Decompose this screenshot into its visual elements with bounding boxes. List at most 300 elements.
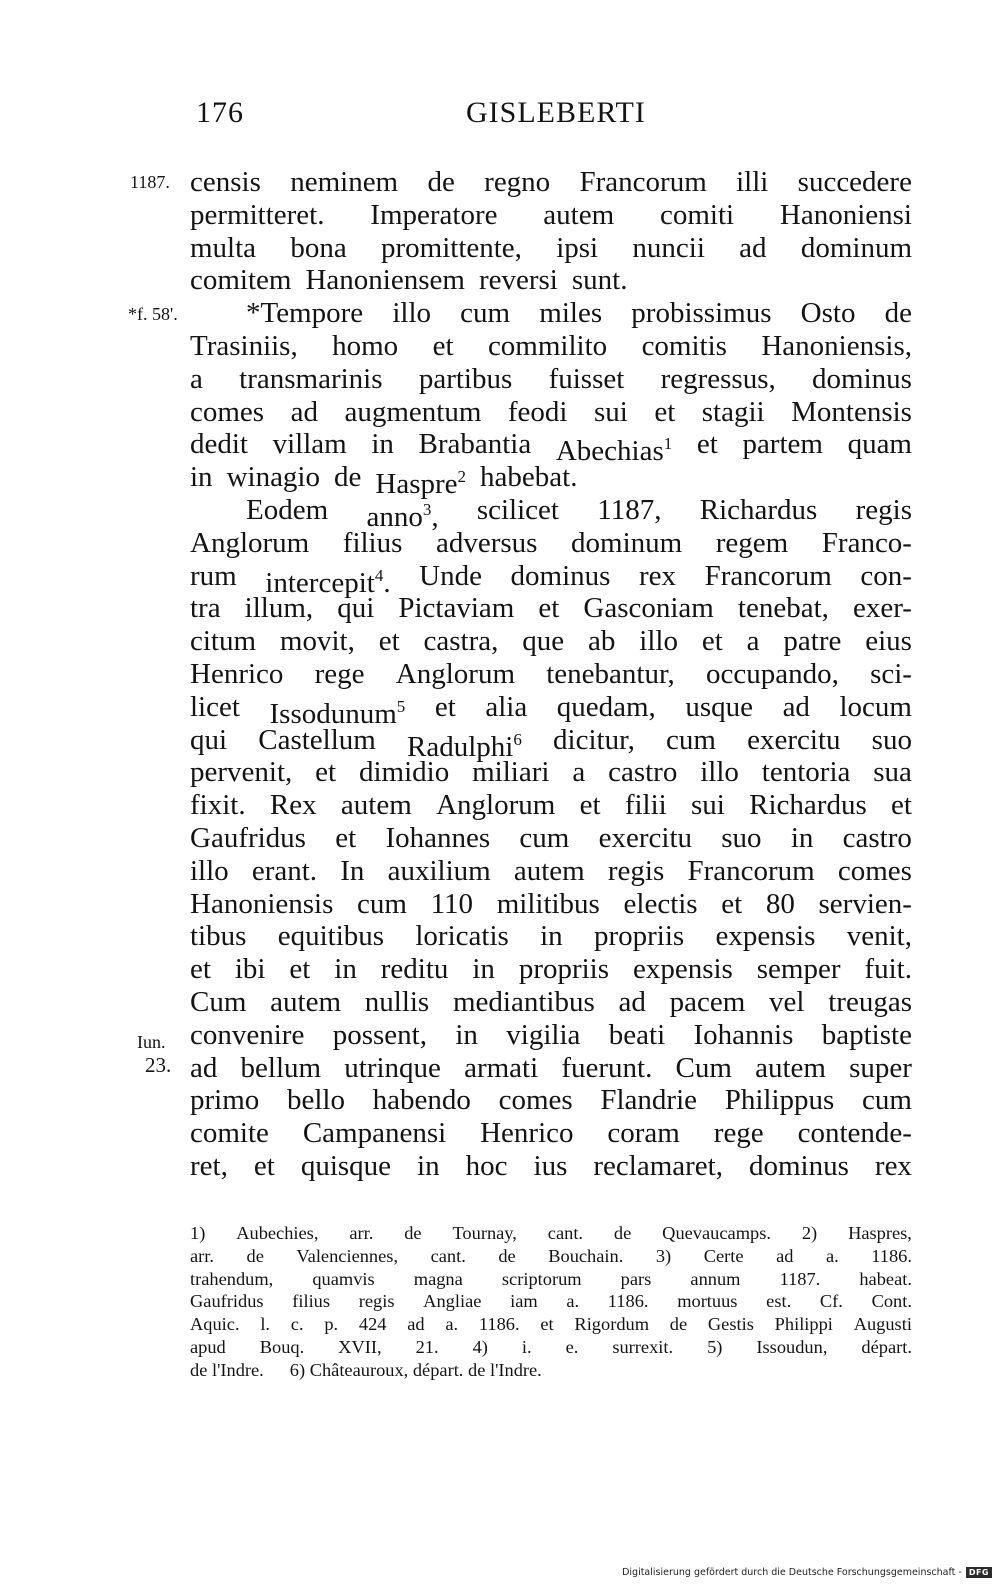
footnote-word: 5): [707, 1336, 723, 1357]
word: quedam,: [556, 690, 656, 723]
word: in: [790, 821, 814, 854]
footnote-word: de l'Indre.: [190, 1359, 264, 1380]
word: electis: [623, 887, 698, 920]
word: de: [334, 461, 362, 494]
word: sua: [873, 756, 912, 789]
footnote-line: [190, 1222, 912, 1245]
footnote-word: 4): [472, 1336, 488, 1357]
word: cum: [519, 821, 570, 854]
text-line: [190, 756, 912, 789]
dfg-logo: DFG: [966, 1567, 992, 1578]
word: reditu: [380, 953, 449, 986]
word: habebat.: [480, 461, 578, 494]
word: citum: [190, 625, 257, 658]
text-line: [190, 920, 912, 953]
footnote-word: Cont.: [871, 1291, 912, 1312]
word: Radulphi$^6$: [407, 729, 522, 763]
word: Francorum: [687, 854, 815, 887]
footnote-word: Bouchain.: [548, 1245, 624, 1266]
word: rege: [713, 1117, 764, 1150]
text-line: [190, 166, 912, 199]
word: In: [340, 854, 365, 887]
text-line: [190, 1052, 912, 1085]
footnote-word: pars: [620, 1268, 652, 1289]
word: treugas: [828, 985, 912, 1018]
text-line: [190, 428, 912, 468]
word: beati: [608, 1018, 666, 1051]
text-line: [190, 888, 912, 921]
word: super: [849, 1051, 912, 1084]
word: Abechias$^1$: [555, 434, 673, 468]
word: expensis: [632, 953, 733, 986]
word: Osto: [800, 297, 856, 330]
footnote-word: 2): [801, 1223, 818, 1243]
word: castro: [608, 756, 678, 789]
word: Henrico: [480, 1117, 574, 1150]
word: dominus: [748, 1149, 849, 1182]
word: castro: [842, 821, 912, 854]
word: coram: [607, 1117, 680, 1150]
word: winagio: [226, 461, 320, 494]
text-line: [190, 789, 912, 822]
word: bona: [290, 231, 347, 264]
footnotes: [190, 1222, 912, 1382]
word: et: [253, 1149, 275, 1182]
word: comitis: [641, 329, 727, 362]
footnote-word: a.: [566, 1291, 580, 1312]
word: scilicet: [476, 493, 559, 526]
word: et: [378, 625, 400, 658]
footnote-word: de: [498, 1245, 516, 1266]
word: illi: [736, 166, 769, 198]
text-line: [190, 363, 912, 396]
word: ipsi: [556, 231, 599, 264]
word: dedit: [190, 428, 248, 461]
footnote-word: habeat.: [859, 1268, 912, 1289]
word: bello: [286, 1084, 345, 1117]
footnote-line: [190, 1290, 912, 1313]
word: partibus: [418, 362, 513, 395]
footnote-word: de: [404, 1223, 422, 1243]
footnote-word: 1187.: [779, 1268, 821, 1289]
word: a: [572, 756, 586, 789]
word: regis: [855, 493, 912, 526]
word: et: [654, 395, 676, 428]
word: patre: [783, 625, 842, 658]
word: vel: [769, 985, 805, 1018]
footnote-word: cant.: [430, 1245, 466, 1266]
footnote-word: Haspres,: [848, 1223, 912, 1243]
word: autem: [340, 789, 412, 822]
word: et: [289, 953, 311, 986]
word: dicitur,: [553, 723, 635, 756]
word: reversi: [478, 264, 558, 297]
text-line: [190, 1117, 912, 1150]
word: stagii: [701, 395, 765, 428]
text-line: [190, 1084, 912, 1117]
text-line: [190, 658, 912, 691]
footnote-word: filius: [292, 1291, 331, 1312]
footnote-word: apud: [190, 1336, 226, 1357]
footnote-word: arr.: [349, 1223, 374, 1243]
word: bellum: [240, 1051, 322, 1084]
word: ret,: [190, 1149, 228, 1182]
word: sci-: [870, 657, 912, 690]
word: de: [884, 297, 912, 330]
word: tenebat,: [737, 592, 829, 625]
word: Hanoniensis: [190, 887, 334, 920]
word: Gasconiam: [583, 592, 714, 625]
text-line: [190, 822, 912, 855]
word: Eodem: [246, 493, 329, 526]
word: Montensis: [791, 395, 912, 428]
word: que: [522, 625, 565, 658]
footnote-word: l.: [260, 1314, 271, 1335]
word: autem: [513, 854, 585, 887]
word: 110: [430, 887, 474, 920]
word: vigilia: [506, 1018, 581, 1051]
text-line: [190, 559, 912, 599]
margin-note-year: 1187.: [130, 172, 170, 192]
footnote-word: Issoudun,: [756, 1336, 828, 1357]
word: Unde: [419, 559, 482, 592]
word: sunt.: [571, 264, 628, 297]
word: nullis: [364, 985, 430, 1018]
word: semper: [756, 953, 841, 986]
word: Francorum: [704, 559, 832, 592]
footnote-word: a.: [445, 1314, 459, 1335]
word: ab: [588, 625, 616, 658]
word: primo: [190, 1084, 260, 1117]
word: mediantibus: [452, 985, 595, 1018]
footnote-word: 1186.: [871, 1245, 912, 1266]
word: movit,: [279, 625, 355, 658]
word: Rex: [269, 789, 317, 822]
text-line: [190, 199, 912, 232]
word: fixit.: [190, 789, 246, 822]
word: erant.: [251, 854, 318, 887]
word: comes: [837, 854, 912, 887]
word: Anglorum: [436, 789, 556, 822]
footnote-word: Cf.: [819, 1291, 843, 1312]
footnote-word: 21.: [415, 1336, 439, 1357]
word: et: [538, 592, 560, 625]
word: et: [335, 821, 357, 854]
word: auxilium: [387, 854, 491, 887]
word: reclamaret,: [593, 1149, 723, 1182]
word: occupando,: [705, 657, 839, 690]
footnote-word: magna: [413, 1268, 463, 1289]
running-title: GISLEBERTI: [466, 96, 646, 129]
word: propriis: [518, 953, 610, 986]
footnote-word: e.: [565, 1336, 579, 1357]
footnote-line: [190, 1313, 912, 1336]
word: illo: [190, 854, 229, 887]
word: pervenit,: [190, 756, 293, 789]
word: regem: [715, 526, 789, 559]
text-line: [190, 330, 912, 363]
word: Francorum: [579, 166, 707, 198]
word: armati: [464, 1051, 539, 1084]
word: expensis: [715, 920, 816, 953]
word: autem: [270, 985, 342, 1018]
word: dominum: [800, 231, 912, 264]
margin-note-date-day: 23.: [145, 1053, 172, 1077]
word: illo: [639, 625, 678, 658]
word: comiti: [659, 198, 735, 231]
word: in: [334, 953, 357, 986]
footnote-word: 1186.: [607, 1291, 649, 1312]
word: exercitu: [598, 821, 692, 854]
word: Richardus: [749, 789, 867, 822]
footnote-word: 1): [190, 1223, 206, 1243]
word: Iohannis: [693, 1018, 794, 1051]
word: villam: [272, 428, 347, 461]
footnote-word: surrexit.: [612, 1336, 674, 1357]
word: servien-: [818, 887, 912, 920]
word: Cum: [675, 1051, 732, 1084]
word: Issodunum$^5$: [269, 696, 406, 730]
word: usque: [685, 690, 754, 723]
word: propriis: [593, 920, 685, 953]
footnote-word: Quevaucamps.: [662, 1223, 771, 1243]
text-line: [190, 461, 912, 501]
word: autem: [543, 198, 615, 231]
word: in: [371, 428, 394, 461]
word: utrinque: [344, 1051, 441, 1084]
word: a: [190, 362, 203, 395]
word: filius: [342, 526, 403, 559]
word: comitem: [190, 264, 292, 297]
word: neminem: [290, 166, 399, 198]
word: miles: [539, 297, 603, 330]
footnote-word: quamvis: [312, 1268, 375, 1289]
body-text: [190, 166, 912, 1183]
word: suo: [721, 821, 762, 854]
word: ad: [190, 1051, 218, 1084]
word: cum: [666, 723, 716, 756]
footnote-word: a.: [825, 1245, 839, 1266]
word: homo: [332, 329, 399, 362]
footnote-word: départ.: [861, 1336, 912, 1357]
word: qui: [190, 723, 228, 756]
footnote-word: regis: [358, 1291, 395, 1312]
page-number: 176: [196, 96, 244, 129]
word: quam: [847, 428, 912, 461]
word: baptiste: [821, 1018, 912, 1051]
footnote-word: Augusti: [853, 1314, 912, 1335]
word: quisque: [300, 1149, 392, 1182]
footnote-word: i.: [521, 1336, 532, 1357]
word: permitteret.: [190, 198, 325, 231]
word: fuerunt.: [561, 1051, 653, 1084]
word: Anglorum: [395, 657, 515, 690]
word: possent,: [332, 1018, 427, 1051]
word: ad: [618, 985, 646, 1018]
word: fuit.: [864, 953, 912, 986]
footnote-word: de: [613, 1223, 632, 1243]
word: Iohannes: [385, 821, 491, 854]
word: tra: [190, 592, 221, 625]
word: comes: [498, 1084, 573, 1117]
footnote-word: XVII,: [338, 1336, 382, 1357]
word: Brabantia: [418, 428, 532, 461]
word: eius: [865, 625, 912, 658]
word: multa: [190, 231, 257, 264]
word: adversus: [435, 526, 538, 559]
word: et: [315, 756, 337, 789]
word: rum: [190, 559, 237, 592]
word: cum: [862, 1084, 912, 1117]
footnote-word: p.: [324, 1314, 339, 1335]
word: militibus: [496, 887, 600, 920]
word: ad: [290, 395, 318, 428]
word: in: [190, 461, 213, 494]
word: et: [190, 953, 211, 986]
word: ius: [533, 1149, 568, 1182]
footnote-word: ad: [407, 1314, 425, 1335]
word: et: [434, 690, 456, 723]
word: licet: [190, 690, 240, 723]
footnote-word: Rigordum: [574, 1314, 650, 1335]
word: partem: [742, 428, 823, 461]
word: dominum: [571, 526, 683, 559]
word: et: [579, 789, 601, 822]
footnote-word: de: [246, 1245, 264, 1266]
word: autem: [755, 1051, 826, 1084]
footnote-word: Gestis: [707, 1314, 754, 1335]
text-line: [190, 297, 912, 330]
footnote-word: Aubechies,: [236, 1223, 319, 1243]
margin-note-folio: *f. 58'.: [128, 304, 178, 324]
word: Imperatore: [370, 198, 498, 231]
word: tentoria: [761, 756, 851, 789]
footnote-word: annum: [690, 1268, 741, 1289]
footnote-line: [190, 1336, 912, 1359]
word: et: [721, 887, 743, 920]
word: regis: [607, 854, 665, 887]
footnote-word: et: [540, 1314, 554, 1335]
word: in: [455, 1018, 478, 1051]
word: sui: [593, 395, 628, 428]
word: 80: [765, 887, 795, 920]
footnote-word: Certe: [703, 1245, 744, 1266]
word: Castellum: [258, 723, 376, 756]
text-line: [190, 232, 912, 265]
word: venit,: [846, 920, 912, 953]
word: Richardus: [699, 493, 818, 526]
footnote-word: trahendum,: [190, 1268, 274, 1289]
word: Campanensi: [302, 1117, 447, 1150]
footnote-word: Tournay,: [452, 1223, 517, 1243]
word: Hanoniensem: [305, 264, 465, 297]
word: in: [472, 953, 495, 986]
text-line: [190, 986, 912, 1019]
footnote-word: Bouq.: [259, 1336, 305, 1357]
text-line: [190, 625, 912, 658]
word: dominus: [510, 559, 611, 592]
word: dominus: [812, 362, 912, 395]
text-line: [190, 690, 912, 730]
text-line: [190, 953, 912, 986]
footnote-word: est.: [766, 1291, 792, 1312]
word: Henrico: [190, 657, 284, 690]
footnote-word: de: [669, 1314, 688, 1335]
word: et: [696, 428, 718, 461]
word: Gaufridus: [190, 821, 306, 854]
word: filii: [624, 789, 667, 822]
word: nuncii: [632, 231, 705, 264]
word: cum: [460, 297, 511, 330]
word: anno$^3$,: [366, 499, 439, 533]
word: Hanoniensi: [779, 198, 912, 231]
word: probissimus: [631, 297, 772, 330]
credit-text: Digitalisierung gefördert durch die Deutsche Forschungsgemeinschaft -: [622, 1567, 962, 1578]
word: convenire: [190, 1018, 305, 1051]
margin-note-date-month: Iun.: [137, 1032, 166, 1052]
word: regressus,: [660, 362, 776, 395]
word: intercepit$^4$.: [265, 565, 391, 599]
footnote-line: [190, 1268, 912, 1291]
footnote-line: [190, 1245, 912, 1268]
footnote-word: Philippi: [774, 1314, 833, 1335]
word: de: [427, 166, 455, 198]
word: Franco-: [821, 526, 912, 559]
word: rex: [639, 559, 677, 592]
footnote-word: c.: [290, 1314, 304, 1335]
footnote-word: Gaufridus: [190, 1291, 264, 1312]
footnote-word: arr.: [190, 1245, 214, 1266]
word: Trasiniis,: [190, 329, 298, 362]
text-line: [190, 592, 912, 625]
word: illum,: [244, 592, 314, 625]
text-line: [190, 396, 912, 429]
word: equitibus: [277, 920, 385, 953]
word: 1187,: [597, 493, 662, 526]
footnote-word: scriptorum: [501, 1268, 582, 1289]
footnote-word: iam: [510, 1291, 538, 1312]
text-line: [190, 1150, 912, 1183]
word: contende-: [797, 1117, 912, 1150]
word: hoc: [465, 1149, 508, 1182]
footnote-word: ad: [776, 1245, 794, 1266]
text-line: [190, 527, 912, 560]
word: comes: [190, 395, 265, 428]
word: exercitu: [747, 723, 841, 756]
text-line: [190, 855, 912, 888]
text-line: [190, 493, 912, 533]
word: transmarinis: [239, 362, 383, 395]
word: fuisset: [548, 362, 625, 395]
word: exer-: [852, 592, 912, 625]
footnote-word: 1186.: [478, 1314, 520, 1335]
word: tenebantur,: [546, 657, 675, 690]
word: illo: [392, 297, 431, 330]
footnote-word: cant.: [547, 1223, 584, 1243]
word: miliari: [472, 756, 550, 789]
word: tibus: [190, 920, 247, 953]
word: sui: [691, 789, 725, 822]
word: in: [417, 1149, 440, 1182]
word: Cum: [190, 985, 247, 1018]
footnote-word: Valenciennes,: [296, 1245, 399, 1266]
word: promittente,: [380, 231, 522, 264]
word: suo: [871, 723, 912, 756]
word: succedere: [797, 166, 912, 198]
word: Pictaviam: [398, 592, 515, 625]
word: et: [891, 789, 912, 822]
word: et: [701, 625, 723, 658]
